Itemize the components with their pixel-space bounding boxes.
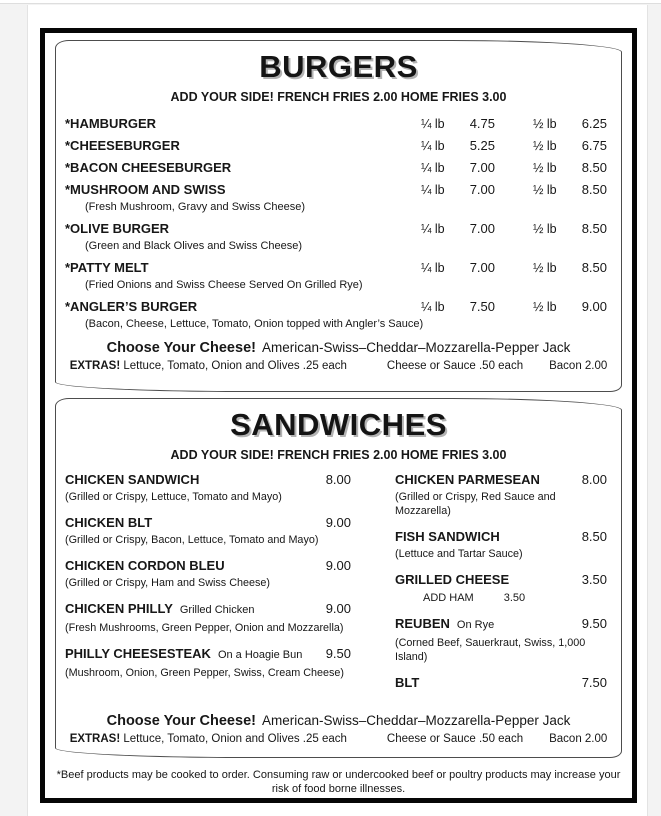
menu-item <box>395 673 607 692</box>
quarter-lb-price: 7.00 <box>469 260 495 275</box>
item-name: CHICKEN CORDON BLEU <box>65 558 225 573</box>
quarter-lb-price: 7.00 <box>469 182 495 197</box>
item-name: PHILLY CHEESESTEAK <box>65 646 211 661</box>
half-lb-price: 6.75 <box>581 138 607 153</box>
half-lb-label: ½ lb <box>533 183 557 197</box>
menu-item <box>65 556 351 590</box>
item-price: 9.50 <box>325 646 351 661</box>
item-name: CHICKEN BLT <box>65 515 153 530</box>
choose-cheese-label: Choose Your Cheese! <box>106 340 256 356</box>
item-name: *OLIVE BURGER <box>65 221 170 236</box>
item-description: (Green and Black Olives and Swiss Cheese) <box>85 240 303 252</box>
sandwiches-side-note: ADD YOUR SIDE! FRENCH FRIES 2.00 HOME FRIES 3.00 <box>170 448 507 462</box>
menu-item <box>65 644 351 680</box>
item-name: *CHEESEBURGER <box>65 138 180 153</box>
burgers-item-list <box>56 113 621 332</box>
item-addon <box>423 591 607 605</box>
menu-item <box>395 614 607 664</box>
item-description: (Mushroom, Onion, Green Pepper, Swiss, Cream Cheese) <box>65 667 345 679</box>
extras-cheese-sauce: Cheese or Sauce .50 each <box>386 733 524 745</box>
quarter-lb-price: 7.00 <box>469 221 495 236</box>
addon-label: ADD HAM <box>423 592 474 604</box>
menu-item <box>65 470 351 504</box>
half-lb-label: ½ lb <box>533 261 557 275</box>
quarter-lb-label: ¼ lb <box>421 261 445 275</box>
item-price: 9.00 <box>325 558 351 573</box>
quarter-lb-label: ¼ lb <box>421 222 445 236</box>
item-price: 8.00 <box>325 472 351 487</box>
extras-bacon: Bacon 2.00 <box>549 733 608 745</box>
quarter-lb-label: ¼ lb <box>421 139 445 153</box>
half-lb-label: ½ lb <box>533 161 557 175</box>
item-description: (Grilled or Crispy, Lettuce, Tomato and Mayo) <box>65 491 282 503</box>
quarter-lb-label: ¼ lb <box>421 117 445 131</box>
extras-line <box>56 733 621 745</box>
beef-disclaimer: *Beef products may be cooked to order. Consuming raw or undercooked beef or poultry products may increase your risk of food borne illnesses. <box>56 769 621 795</box>
menu-item-row <box>65 113 607 135</box>
half-lb-label: ½ lb <box>533 117 557 131</box>
cheese-options: American-Swiss–Cheddar–Mozzarella-Pepper Jack <box>261 713 571 728</box>
sandwiches-right-column <box>395 470 607 701</box>
extras-cheese-sauce: Cheese or Sauce .50 each <box>386 360 524 372</box>
menu-page <box>27 5 648 816</box>
item-name: CHICKEN PHILLY <box>65 601 173 616</box>
quarter-lb-price: 7.00 <box>469 160 495 175</box>
item-price: 9.00 <box>325 601 351 616</box>
sandwiches-title: SANDWICHES <box>230 407 447 442</box>
half-lb-label: ½ lb <box>533 300 557 314</box>
menu-item <box>395 527 607 561</box>
half-lb-price: 8.50 <box>581 221 607 236</box>
item-name: GRILLED CHEESE <box>395 572 510 587</box>
item-price: 3.50 <box>581 572 607 587</box>
menu-item-row <box>65 257 607 279</box>
half-lb-price: 9.00 <box>581 299 607 314</box>
item-name: BLT <box>395 675 420 690</box>
item-subtitle: On a Hoagie Bun <box>217 649 303 661</box>
menu-item-row <box>65 135 607 157</box>
menu-outer-frame <box>40 28 637 803</box>
extras-label: EXTRAS! <box>69 360 121 372</box>
extras-bacon: Bacon 2.00 <box>549 360 608 372</box>
extras-toppings <box>70 360 347 372</box>
menu-item <box>65 599 351 635</box>
item-name: REUBEN <box>395 616 450 631</box>
item-subtitle: Grilled Chicken <box>179 604 255 616</box>
burgers-side-note: ADD YOUR SIDE! FRENCH FRIES 2.00 HOME FRIES 3.00 <box>170 90 507 104</box>
quarter-lb-price: 7.50 <box>469 299 495 314</box>
item-name: CHICKEN PARMESEAN <box>395 472 540 487</box>
extras-line <box>56 360 621 372</box>
half-lb-price: 8.50 <box>581 182 607 197</box>
item-name: CHICKEN SANDWICH <box>65 472 200 487</box>
choose-cheese-line <box>56 713 621 729</box>
item-price: 9.00 <box>325 515 351 530</box>
menu-item-row <box>65 179 607 201</box>
burgers-section <box>55 40 622 392</box>
quarter-lb-price: 5.25 <box>469 138 495 153</box>
item-name: *MUSHROOM AND SWISS <box>65 182 226 197</box>
item-name: *ANGLER’S BURGER <box>65 299 198 314</box>
sandwiches-section <box>55 398 622 758</box>
item-description: (Corned Beef, Sauerkraut, Swiss, 1,000 Island) <box>395 637 586 663</box>
menu-item-row <box>65 157 607 179</box>
item-price: 8.50 <box>581 529 607 544</box>
item-name: *HAMBURGER <box>65 116 156 131</box>
quarter-lb-price: 4.75 <box>469 116 495 131</box>
half-lb-price: 6.25 <box>581 116 607 131</box>
item-description: (Grilled or Crispy, Red Sauce and Mozzarella) <box>395 491 556 517</box>
extras-toppings-text: Lettuce, Tomato, Onion and Olives .25 each <box>123 733 347 745</box>
half-lb-price: 8.50 <box>581 160 607 175</box>
quarter-lb-label: ¼ lb <box>421 161 445 175</box>
cheese-options: American-Swiss–Cheddar–Mozzarella-Pepper Jack <box>261 340 571 355</box>
quarter-lb-label: ¼ lb <box>421 300 445 314</box>
item-name: *PATTY MELT <box>65 260 149 275</box>
item-subtitle: On Rye <box>456 619 495 631</box>
half-lb-label: ½ lb <box>533 222 557 236</box>
sandwiches-columns <box>56 470 621 701</box>
menu-item <box>395 470 607 518</box>
item-description: (Grilled or Crispy, Bacon, Lettuce, Tomato and Mayo) <box>65 534 319 546</box>
viewer-top-edge <box>0 0 661 4</box>
item-description: (Fried Onions and Swiss Cheese Served On Grilled Rye) <box>85 279 363 291</box>
item-description: (Fresh Mushroom, Gravy and Swiss Cheese) <box>85 201 306 213</box>
item-price: 8.00 <box>581 472 607 487</box>
menu-item <box>65 513 351 547</box>
item-description: (Bacon, Cheese, Lettuce, Tomato, Onion topped with Angler’s Sauce) <box>85 318 424 330</box>
item-description: (Lettuce and Tartar Sauce) <box>395 548 523 560</box>
menu-item <box>395 570 607 605</box>
item-name: *BACON CHEESEBURGER <box>65 160 232 175</box>
menu-item-row <box>65 296 607 318</box>
burgers-title: BURGERS <box>259 49 418 84</box>
item-name: FISH SANDWICH <box>395 529 500 544</box>
menu-item-row <box>65 218 607 240</box>
choose-cheese-label: Choose Your Cheese! <box>106 713 256 729</box>
item-description: (Fresh Mushrooms, Green Pepper, Onion and Mozzarella) <box>65 622 344 634</box>
item-description: (Grilled or Crispy, Ham and Swiss Cheese) <box>65 577 270 589</box>
half-lb-label: ½ lb <box>533 139 557 153</box>
extras-label: EXTRAS! <box>69 733 121 745</box>
half-lb-price: 8.50 <box>581 260 607 275</box>
choose-cheese-line <box>56 340 621 356</box>
sandwiches-left-column <box>65 470 351 701</box>
extras-toppings-text: Lettuce, Tomato, Onion and Olives .25 each <box>123 360 347 372</box>
quarter-lb-label: ¼ lb <box>421 183 445 197</box>
item-price: 7.50 <box>581 675 607 690</box>
extras-toppings <box>70 733 347 745</box>
addon-price: 3.50 <box>503 592 526 604</box>
item-price: 9.50 <box>581 616 607 631</box>
